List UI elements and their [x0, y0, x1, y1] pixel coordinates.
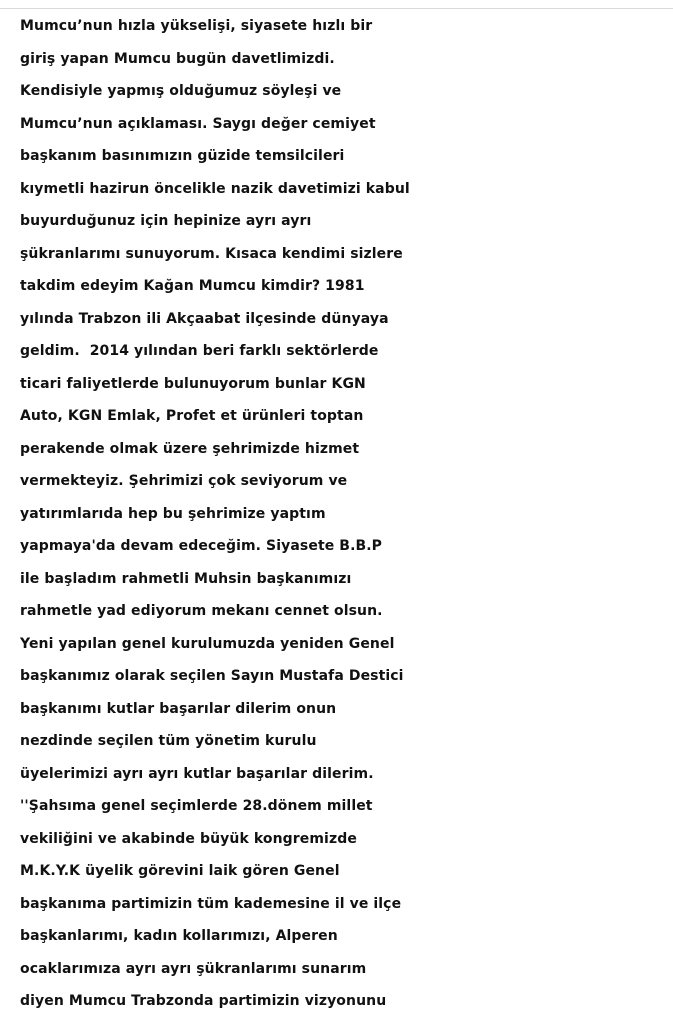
text-line: başkanımız olarak seçilen Sayın Mustafa Destici [20, 668, 404, 684]
text-line: ticari faliyetlerde bulunuyorum bunlar KGN [20, 375, 366, 392]
text-line: başkanıma partimizin tüm kademesine il ve ilçe [20, 895, 402, 912]
text-line: takdim edeyim Kağan Mumcu kimdir? 1981 [20, 278, 365, 294]
text-line: nezdinde seçilen tüm yönetim kurulu [20, 733, 317, 749]
text-line: M.K.Y.K üyelik görevini laik gören Genel [20, 863, 340, 879]
text-line: üyelerimizi ayrı ayrı kutlar başarılar dilerim. [20, 765, 374, 782]
text-line: başkanım basınımızın güzide temsilcileri [20, 148, 345, 164]
text-line: kıymetli hazirun öncelikle nazik davetimizi kabul [20, 180, 410, 197]
text-line: başkanlarımı, kadın kollarımızı, Alperen [20, 928, 338, 944]
text-line: Mumcu’nun açıklaması. Saygı değer cemiyet [20, 115, 376, 132]
text-line: yapmaya'da devam edeceğim. Siyasete B.B.P [20, 538, 383, 554]
text-line: diyen Mumcu Trabzonda partimizin vizyonunu [20, 993, 387, 1009]
text-line: geldim. 2014 yılından beri farklı sektörlerde [20, 343, 379, 359]
text-line: yılında Trabzon ili Akçaabat ilçesinde dünyaya [20, 310, 389, 327]
article-text [20, 10, 670, 1018]
text-line: başkanımı kutlar başarılar dilerim onun [20, 700, 337, 717]
text-line: ile başladım rahmetli Muhsin başkanımızı [20, 570, 352, 587]
text-line: ''Şahsıma genel seçimlerde 28.dönem millet [20, 798, 373, 814]
text-line: Mumcu’nun hızla yükselişi, siyasete hızlı bir [20, 18, 373, 34]
text-line: yatırımlarıda hep bu şehrimize yaptım [20, 505, 326, 522]
text-line: vekiliğini ve akabinde büyük kongremizde [20, 830, 357, 847]
text-line: vermekteyiz. Şehrimizi çok seviyorum ve [20, 473, 348, 489]
text-line: perakende olmak üzere şehrimizde hizmet [20, 440, 360, 457]
text-line: Yeni yapılan genel kurulumuzda yeniden Genel [20, 635, 395, 652]
top-divider [0, 8, 673, 9]
text-line: rahmetle yad ediyorum mekanı cennet olsun. [20, 603, 383, 619]
text-line: Auto, KGN Emlak, Profet et ürünleri toptan [20, 408, 364, 424]
text-line: şükranlarımı sunuyorum. Kısaca kendimi sizlere [20, 245, 403, 262]
text-line: buyurduğunuz için hepinize ayrı ayrı [20, 213, 312, 229]
text-line: giriş yapan Mumcu bugün davetlimizdi. [20, 50, 335, 67]
text-line: Kendisiyle yapmış olduğumuz söyleşi ve [20, 83, 342, 99]
text-line: ocaklarımıza ayrı ayrı şükranlarımı sunarım [20, 960, 367, 977]
